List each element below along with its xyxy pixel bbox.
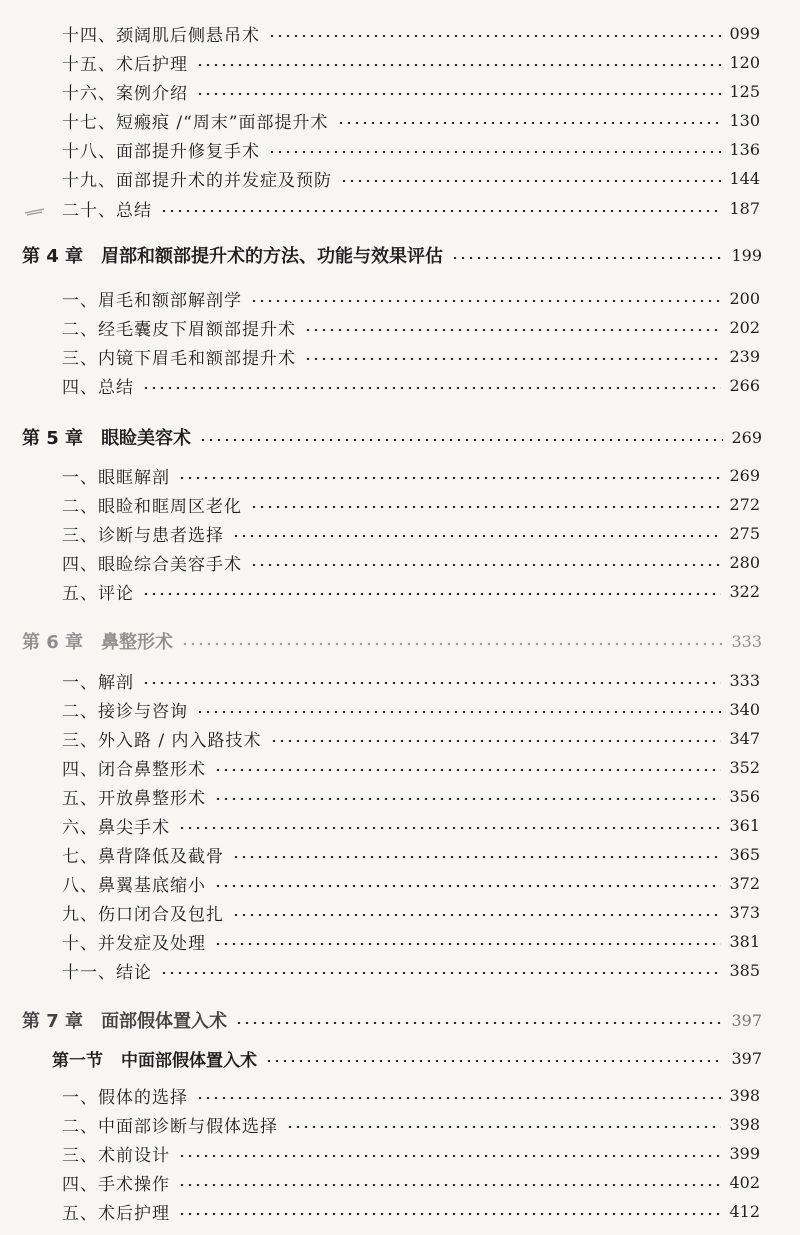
toc-label — [62, 579, 134, 604]
toc-label — [62, 166, 332, 191]
dot-leader — [160, 972, 721, 974]
toc-title: 五、术后护理 — [62, 1203, 170, 1224]
page-number: 099 — [729, 23, 760, 43]
toc-label — [62, 1083, 188, 1108]
toc-entry — [62, 665, 760, 695]
page-number: 398 — [729, 1114, 760, 1134]
toc-entry — [62, 134, 760, 164]
toc-label — [62, 137, 260, 162]
toc-entry — [62, 283, 760, 313]
page-number: 125 — [729, 81, 760, 101]
toc-title: 一、假体的选择 — [62, 1087, 188, 1108]
toc-chapter — [22, 240, 762, 270]
toc-label — [62, 1170, 170, 1195]
toc-label — [22, 1007, 227, 1033]
dot-leader — [196, 1097, 721, 1099]
dot-leader — [250, 300, 721, 302]
dot-leader — [268, 35, 721, 37]
toc-title: 七、鼻背降低及截骨 — [62, 846, 224, 867]
toc-label — [62, 344, 296, 369]
toc-section — [52, 1043, 762, 1073]
toc-label — [62, 108, 329, 133]
page-number: 239 — [729, 346, 760, 366]
chapter-number: 第 6 章 — [22, 632, 84, 653]
toc-entry — [62, 1167, 760, 1197]
toc-label — [62, 21, 260, 46]
toc-label — [62, 521, 224, 546]
toc-title: 二、接诊与咨询 — [62, 701, 188, 722]
page-number: 397 — [731, 1048, 762, 1068]
toc-label — [22, 424, 191, 450]
toc-title: 一、眼眶解剖 — [62, 467, 170, 488]
toc-title: 十八、面部提升修复手术 — [62, 141, 260, 162]
dot-leader — [142, 593, 721, 595]
page-number: 130 — [729, 110, 760, 130]
toc-title: 四、眼睑综合美容手术 — [62, 554, 242, 575]
toc-title: 八、鼻翼基底缩小 — [62, 875, 206, 896]
dot-leader — [232, 856, 721, 858]
dot-leader — [178, 1184, 721, 1186]
dot-leader — [214, 885, 721, 887]
chapter-number: 第 4 章 — [22, 246, 84, 267]
toc-entry — [62, 341, 760, 371]
toc-label — [62, 286, 242, 311]
toc-title: 四、闭合鼻整形术 — [62, 759, 206, 780]
page-number: 372 — [729, 873, 760, 893]
toc-label — [62, 463, 170, 488]
toc-title: 三、诊断与患者选择 — [62, 525, 224, 546]
dot-leader — [178, 1155, 721, 1157]
toc-entry — [62, 839, 760, 869]
toc-entry — [62, 312, 760, 342]
toc-label — [62, 1199, 170, 1224]
toc-entry — [62, 810, 760, 840]
toc-label — [62, 1141, 170, 1166]
toc-entry — [62, 547, 760, 577]
toc-label — [62, 755, 206, 780]
dot-leader — [270, 740, 722, 742]
toc-chapter — [22, 626, 762, 656]
toc-title: 三、外入路 / 内入路技术 — [62, 730, 262, 751]
toc-entry — [62, 1109, 760, 1139]
dot-leader — [142, 682, 721, 684]
dot-leader — [265, 1060, 723, 1062]
page-number: 412 — [729, 1201, 760, 1221]
page-number: 381 — [729, 931, 760, 951]
toc-label — [62, 492, 242, 517]
page-number: 200 — [729, 288, 760, 308]
toc-label — [62, 958, 152, 983]
toc-title: 五、评论 — [62, 583, 134, 604]
toc-title: 十一、结论 — [62, 962, 152, 983]
page-number: 333 — [729, 670, 760, 690]
toc-label — [62, 900, 224, 925]
toc-title: 鼻整形术 — [101, 632, 174, 653]
dot-leader — [178, 1213, 721, 1215]
toc-label — [62, 315, 296, 340]
toc-label — [62, 79, 188, 104]
toc-label — [62, 196, 152, 221]
dot-leader — [268, 151, 721, 153]
toc-entry — [62, 868, 760, 898]
toc-title: 十七、短瘢痕 /“周末”面部提升术 — [62, 112, 329, 133]
toc-label — [62, 871, 206, 896]
toc-label — [62, 813, 170, 838]
dot-leader — [235, 1022, 723, 1024]
dot-leader — [304, 358, 721, 360]
toc-title: 一、解剖 — [62, 672, 134, 693]
page-number: 120 — [729, 52, 760, 72]
dot-leader — [340, 180, 721, 182]
page-number: 266 — [729, 375, 760, 395]
dot-leader — [304, 329, 721, 331]
toc-entry — [62, 1196, 760, 1226]
toc-entry — [62, 18, 760, 48]
chapter-number: 第 7 章 — [22, 1011, 84, 1032]
dot-leader — [142, 387, 721, 389]
toc-label — [62, 784, 206, 809]
toc-entry — [62, 752, 760, 782]
toc-title: 面部假体置入术 — [101, 1011, 228, 1032]
dot-leader — [250, 564, 721, 566]
toc-entry — [62, 897, 760, 927]
page-number: 144 — [729, 168, 760, 188]
toc-title: 十四、颈阔肌后侧悬吊术 — [62, 25, 260, 46]
toc-title: 十、并发症及处理 — [62, 933, 206, 954]
dot-leader — [214, 769, 721, 771]
toc-title: 一、眉毛和额部解剖学 — [62, 290, 242, 311]
toc-entry — [62, 370, 760, 400]
toc-entry — [62, 955, 760, 985]
toc-label — [62, 726, 262, 751]
toc-label — [62, 1112, 278, 1137]
toc-label — [22, 628, 173, 654]
toc-label — [62, 550, 242, 575]
toc-label — [62, 373, 134, 398]
toc-title: 中面部假体置入术 — [121, 1050, 257, 1071]
dot-leader — [214, 943, 721, 945]
toc-title: 二、眼睑和眶周区老化 — [62, 496, 242, 517]
page-number: 136 — [729, 139, 760, 159]
page-number: 340 — [729, 699, 760, 719]
page-number: 352 — [729, 757, 760, 777]
page-number: 202 — [729, 317, 760, 337]
page-number: 333 — [731, 631, 762, 651]
toc-title: 三、内镜下眉毛和额部提升术 — [62, 348, 296, 369]
toc-label — [62, 50, 188, 75]
toc-title: 十六、案例介绍 — [62, 83, 188, 104]
toc-entry — [62, 723, 760, 753]
dot-leader — [178, 827, 721, 829]
toc-title: 二、经毛囊皮下眉额部提升术 — [62, 319, 296, 340]
page-number: 397 — [731, 1010, 762, 1030]
toc-title: 二十、总结 — [62, 200, 152, 221]
page-number: 272 — [729, 494, 760, 514]
dot-leader — [196, 93, 721, 95]
toc-title: 六、鼻尖手术 — [62, 817, 170, 838]
dot-leader — [214, 798, 721, 800]
toc-entry — [62, 193, 760, 223]
toc-entry — [62, 1080, 760, 1110]
dot-leader — [199, 439, 723, 441]
page-number: 361 — [729, 815, 760, 835]
toc-entry — [62, 518, 760, 548]
toc-title: 三、术前设计 — [62, 1145, 170, 1166]
chapter-number: 第 5 章 — [22, 428, 84, 449]
dot-leader — [451, 257, 723, 259]
dot-leader — [181, 643, 723, 645]
page-number: 269 — [731, 427, 762, 447]
page-number: 373 — [729, 902, 760, 922]
page-number: 398 — [729, 1085, 760, 1105]
page-number: 347 — [729, 728, 760, 748]
page-number: 356 — [729, 786, 760, 806]
toc-title: 二、中面部诊断与假体选择 — [62, 1116, 278, 1137]
toc-title: 九、伤口闭合及包扎 — [62, 904, 224, 925]
toc-title: 五、开放鼻整形术 — [62, 788, 206, 809]
page-number: 269 — [729, 465, 760, 485]
dot-leader — [232, 535, 721, 537]
toc-label — [62, 929, 206, 954]
page-number: 280 — [729, 552, 760, 572]
toc-chapter — [22, 1005, 762, 1035]
dot-leader — [196, 711, 721, 713]
toc-entry — [62, 105, 760, 135]
toc-entry — [62, 460, 760, 490]
page-number: 402 — [729, 1172, 760, 1192]
toc-entry — [62, 694, 760, 724]
dot-leader — [286, 1126, 721, 1128]
toc-entry — [62, 926, 760, 956]
dot-leader — [178, 477, 721, 479]
toc-label — [62, 668, 134, 693]
page-number: 399 — [729, 1143, 760, 1163]
toc-title: 十九、面部提升术的并发症及预防 — [62, 170, 332, 191]
page-number: 275 — [729, 523, 760, 543]
page-number: 199 — [731, 245, 762, 265]
toc-title: 四、手术操作 — [62, 1174, 170, 1195]
toc-label — [22, 242, 443, 268]
dot-leader — [250, 506, 721, 508]
toc-title: 四、总结 — [62, 377, 134, 398]
dot-leader — [232, 914, 721, 916]
page-number: 187 — [729, 198, 760, 218]
dot-leader — [160, 210, 721, 212]
page-number: 322 — [729, 581, 760, 601]
toc-title: 十五、术后护理 — [62, 54, 188, 75]
toc-label — [62, 697, 188, 722]
page-number: 385 — [729, 960, 760, 980]
toc-entry — [62, 163, 760, 193]
toc-entry — [62, 489, 760, 519]
toc-entry — [62, 47, 760, 77]
toc-entry — [62, 76, 760, 106]
toc-title: 眉部和额部提升术的方法、功能与效果评估 — [101, 246, 444, 267]
section-number: 第一节 — [52, 1050, 103, 1071]
page-number: 365 — [729, 844, 760, 864]
toc-label — [52, 1046, 257, 1071]
dot-leader — [337, 122, 722, 124]
toc-entry — [62, 576, 760, 606]
toc-chapter — [22, 422, 762, 452]
toc-label — [62, 842, 224, 867]
toc-entry — [62, 781, 760, 811]
toc-entry — [62, 1138, 760, 1168]
dot-leader — [196, 64, 721, 66]
toc-title: 眼睑美容术 — [101, 428, 192, 449]
